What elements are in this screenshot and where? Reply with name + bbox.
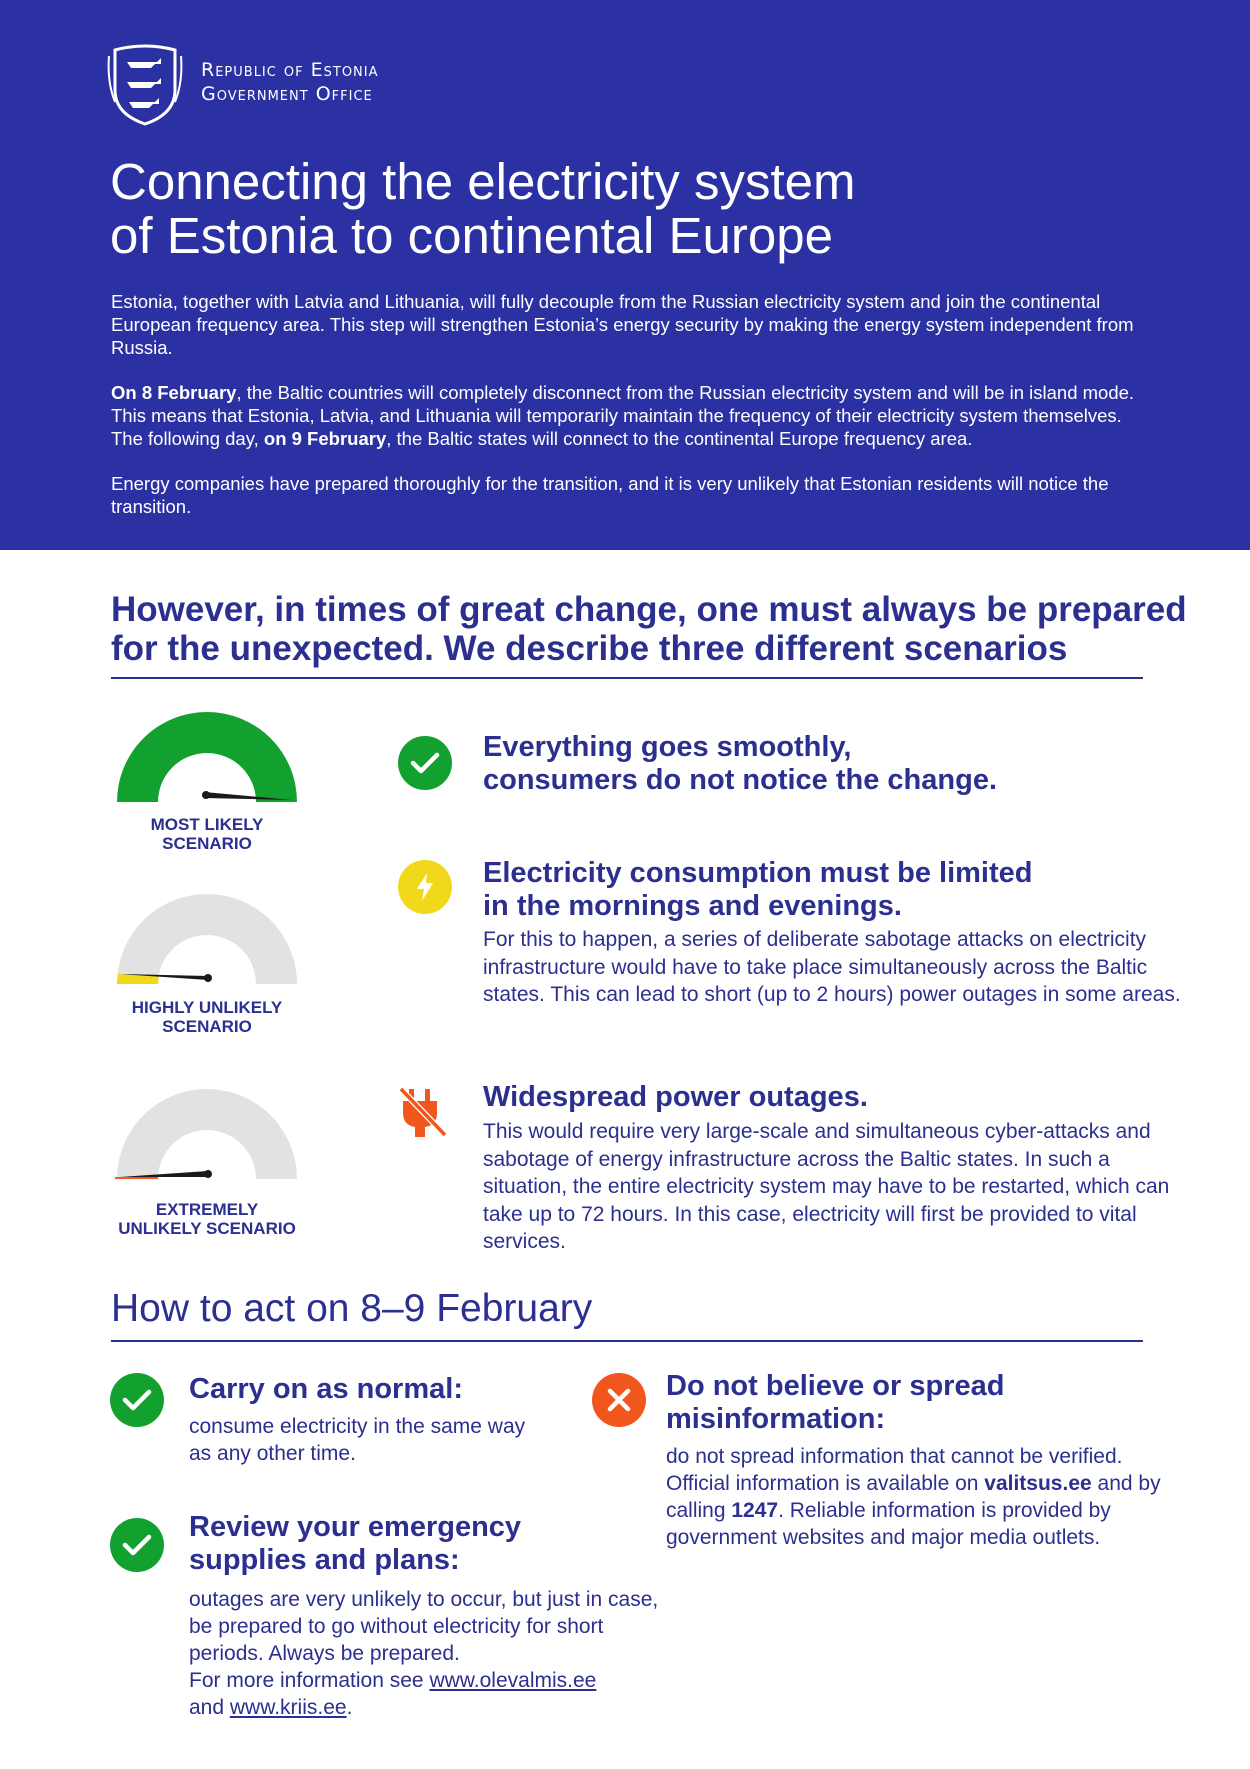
gauge-dial bbox=[112, 1087, 302, 1182]
unplugged-icon bbox=[395, 1085, 449, 1139]
action-2-text: outages are very unlikely to occur, but just in case, be prepared to go without electricity for short periods. Always be prepared. bbox=[189, 1588, 659, 1665]
scenario-2-title-line-1: Electricity consumption must be limited bbox=[483, 857, 1033, 889]
link-olevalmis[interactable]: www.olevalmis.ee bbox=[429, 1669, 597, 1692]
action-3-body bbox=[666, 1443, 1186, 1551]
divider-2 bbox=[111, 1340, 1143, 1342]
scenarios-heading-line-2: for the unexpected. We describe three different scenarios bbox=[111, 629, 1068, 668]
org-line-1: Republic of Estonia bbox=[201, 59, 379, 81]
org-line-2: Government Office bbox=[201, 83, 373, 105]
gauge-label-line-2: SCENARIO bbox=[162, 1017, 252, 1036]
scenario-1-title bbox=[483, 731, 997, 797]
intro-text-2b: , the Baltic states will connect to the continental Europe frequency area. bbox=[386, 428, 973, 449]
action-2-title bbox=[189, 1511, 521, 1577]
gauge-dial bbox=[112, 710, 302, 805]
scenario-1-title-line-1: Everything goes smoothly, bbox=[483, 731, 852, 763]
phone-number: 1247 bbox=[731, 1499, 779, 1522]
intro-paragraph-2 bbox=[111, 381, 1151, 450]
gauge-label-most-likely bbox=[82, 815, 332, 853]
action-3-title-line-2: misinformation: bbox=[666, 1403, 886, 1435]
gauge-label-line-1: MOST LIKELY bbox=[150, 815, 264, 834]
scenario-2-title-line-2: in the mornings and evenings. bbox=[483, 890, 902, 922]
check-icon bbox=[398, 736, 452, 790]
lightning-icon bbox=[398, 860, 452, 914]
intro-date-8-feb: On 8 February bbox=[111, 382, 237, 403]
gauge-most-likely bbox=[112, 710, 302, 810]
gauge-extremely-unlikely bbox=[112, 1087, 302, 1187]
scenarios-heading-line-1: However, in times of great change, one must always be prepared bbox=[111, 590, 1187, 629]
intro-paragraph-1: Estonia, together with Latvia and Lithuania, will fully decouple from the Russian electricity system and join the continental European frequency area. This step will strengthen Estonia’s energy security by making the energy system independent from Russia. bbox=[111, 291, 1134, 358]
coat-of-arms-logo bbox=[105, 42, 185, 126]
action-1-title: Carry on as normal: bbox=[189, 1373, 463, 1405]
gauge-label-line-2: UNLIKELY SCENARIO bbox=[118, 1219, 296, 1238]
action-2-title-line-2: supplies and plans: bbox=[189, 1544, 460, 1576]
gauge-label-highly-unlikely bbox=[82, 998, 332, 1036]
scenario-2-body: For this to happen, a series of deliberate sabotage attacks on electricity infrastructure would have to take place simultaneously across the Baltic states. This can lead to short (up to 2 hours) power outages in some areas. bbox=[483, 928, 1181, 1006]
intro-text bbox=[111, 290, 1151, 540]
scenarios-heading bbox=[111, 590, 1187, 668]
action-3-title bbox=[666, 1370, 1004, 1436]
action-1-body: consume electricity in the same way as any other time. bbox=[189, 1415, 526, 1465]
howto-heading: How to act on 8–9 February bbox=[111, 1287, 593, 1330]
scenario-1-title-line-2: consumers do not notice the change. bbox=[483, 764, 998, 796]
scenario-3-body: This would require very large-scale and simultaneous cyber-attacks and sabotage of energy infrastructure across the Baltic states. In such a situation, the entire electricity system may have to be restarted, which can take up to 72 hours. In this case, electricity will first be provided to vital services. bbox=[483, 1120, 1170, 1253]
gauge-label-line-2: SCENARIO bbox=[162, 834, 252, 853]
intro-text-2a: , the Baltic countries will completely disconnect from the Russian electricity system and will be in island mode. This means that Estonia, Latvia, and Lithuania will temporarily maintain the frequency of their electricity system themselves. The following day, bbox=[111, 382, 1135, 449]
header-banner bbox=[0, 0, 1250, 550]
divider-1 bbox=[111, 677, 1143, 679]
action-2-title-line-1: Review your emergency bbox=[189, 1511, 522, 1543]
action-3-text-3: . Reliable information is provided by government websites and major media outlets. bbox=[666, 1499, 1111, 1549]
action-2-body bbox=[189, 1586, 659, 1721]
scenario-2-title bbox=[483, 857, 1033, 923]
check-icon bbox=[110, 1373, 164, 1427]
gauge-dial bbox=[112, 892, 302, 987]
gauge-label-line-1: HIGHLY UNLIKELY bbox=[131, 998, 283, 1017]
action-2-end: . bbox=[346, 1696, 353, 1719]
title-line-1: Connecting the electricity system bbox=[110, 153, 856, 210]
gauge-label-line-1: EXTREMELY bbox=[155, 1200, 259, 1219]
gauge-fill-orange bbox=[115, 1177, 158, 1179]
check-icon bbox=[110, 1518, 164, 1572]
gauge-track bbox=[117, 1089, 297, 1179]
intro-date-9-feb: on 9 February bbox=[263, 428, 387, 449]
gauge-highly-unlikely bbox=[112, 892, 302, 992]
page-title bbox=[110, 155, 855, 263]
scenario-3-title: Widespread power outages. bbox=[483, 1081, 868, 1113]
action-2-more: For more information see bbox=[189, 1669, 430, 1692]
action-2-and: and bbox=[189, 1696, 230, 1719]
cross-icon bbox=[592, 1373, 646, 1427]
action-3-text-2: and by calling bbox=[666, 1472, 1161, 1522]
action-3-title-line-1: Do not believe or spread bbox=[666, 1370, 1005, 1402]
gauge-fill-green bbox=[117, 712, 297, 802]
intro-paragraph-3: Energy companies have prepared thoroughly for the transition, and it is very unlikely that Estonian residents will notice the transition. bbox=[111, 473, 1109, 517]
title-line-2: of Estonia to continental Europe bbox=[110, 207, 833, 264]
link-kriis[interactable]: www.kriis.ee bbox=[229, 1696, 347, 1719]
organization-name bbox=[201, 58, 379, 106]
gauge-label-extremely-unlikely bbox=[82, 1200, 332, 1238]
action-3-text-1: do not spread information that cannot be verified. Official information is available on bbox=[666, 1445, 1123, 1495]
valitsus-site: valitsus.ee bbox=[984, 1472, 1092, 1495]
gauge-track bbox=[117, 894, 297, 984]
